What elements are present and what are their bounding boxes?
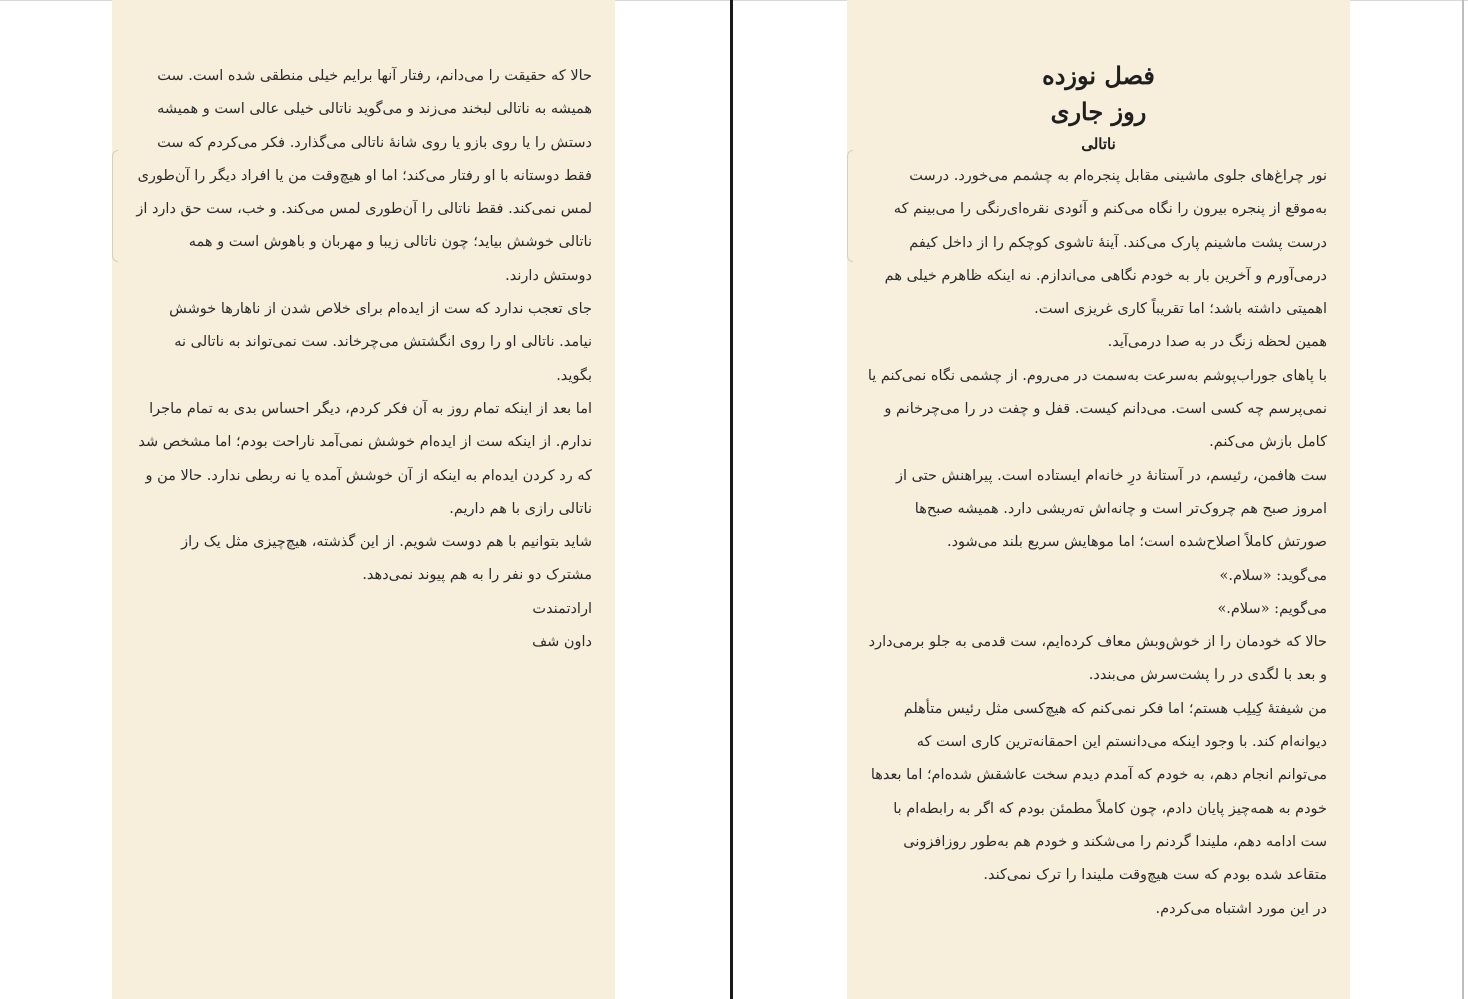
spread-divider	[730, 0, 733, 999]
right-page-text	[867, 160, 1327, 926]
left-page-text	[136, 60, 592, 659]
paragraph: جای تعجب ندارد که ست از ایده‌ام برای خلاص شدن از ناهارها خوشش نیامد. ناتالی او را روی انگشتش می‌چرخاند. ست نمی‌تواند به ناتالی نه بگوید.	[169, 301, 592, 384]
chapter-narrator: ناتالی	[1081, 135, 1116, 153]
paragraph: نور چراغ‌های جلوی ماشینی مقابل پنجره‌ام به چشمم می‌خورد. درست به‌موقع از پنجره بیرون را نگاه می‌کنم و آئودی نقره‌ای‌رنگی را می‌بینم که درست پشت ماشینم پارک می‌کند. آینهٔ تاشوی کوچکم را از داخل کیفم درمی‌آورم و آخرین بار به خودم نگاهی می‌اندازم. نه اینکه ظاهرم خیلی هم اهمیتی داشته باشد؛ اما تقریباً کاری غریزی است.	[884, 168, 1327, 318]
paragraph: می‌گوید: «سلام.»	[1219, 567, 1327, 584]
paragraph: همین لحظه زنگ در به صدا درمی‌آید.	[1107, 334, 1327, 351]
signature: داون شف	[532, 634, 592, 651]
right-page[interactable]	[847, 0, 1350, 999]
paragraph: ست هافمن، رئیسم، در آستانهٔ درِ خانه‌ام ایستاده است. پیراهنش حتی از امروز صبح هم چروک‌تر است و چانه‌اش ته‌ریشی دارد. همیشه صبح‌ها صورتش کاملاً اصلاح‌شده است؛ اما موهایش سریع بلند می‌شود.	[895, 467, 1327, 551]
paragraph: با پاهای جوراب‌پوشم به‌سرعت به‌سمت در می‌روم. از چشمی نگاه نمی‌کنم یا نمی‌پرسم چه کسی است. می‌دانم کیست. قفل و چفت در را می‌چرخانم و کامل بازش می‌کنم.	[867, 367, 1327, 451]
paragraph: می‌گویم: «سلام.»	[1217, 600, 1327, 617]
chapter-title: فصل نوزده	[1042, 61, 1155, 90]
paragraph: حالا که حقیقت را می‌دانم، رفتار آنها برایم خیلی منطقی شده است. ست همیشه به ناتالی لبخند می‌زند و می‌گوید ناتالی خیلی عالی است و همیشه دستش را یا روی بازو یا روی شانهٔ ناتالی می‌گذارد. فکر می‌کردم که ست فقط دوستانه با او رفتار می‌کند؛ اما او هیچ‌وقت من یا افراد دیگر را آن‌طوری لمس نمی‌کند. فقط ناتالی را آن‌طوری لمس می‌کند. و خب، ست حق دارد از ناتالی خوشش بیاید؛ چون ناتالی زیبا و مهربان و باهوش است و همه دوستش دارند.	[136, 68, 592, 284]
right-page-edge-tab[interactable]	[847, 150, 853, 262]
paragraph: حالا که خودمان را از خوش‌وبش معاف کرده‌ایم، ست قدمی به جلو برمی‌دارد و بعد با لگدی در را پشت‌سرش می‌بندد.	[868, 634, 1327, 684]
left-page-edge-tab[interactable]	[112, 150, 118, 262]
window-right-edge	[1462, 0, 1464, 999]
chapter-heading	[847, 58, 1350, 158]
paragraph: شاید بتوانیم با هم دوست شویم. از این گذشته، هیچ‌چیزی مثل یک راز مشترک دو نفر را به هم پیوند نمی‌دهد.	[181, 534, 592, 584]
closing: ارادتمندت	[532, 600, 592, 617]
left-page[interactable]	[112, 0, 615, 999]
paragraph: من شیفتهٔ کِیلِب هستم؛ اما فکر نمی‌کنم که هیچ‌کسی مثل رئیس متأهلم دیوانه‌ام کند. با وجود اینکه می‌دانستم این احمقانه‌ترین کاری است که می‌توانم انجام دهم، به خودم که آمدم دیدم سخت عاشقش شده‌ام؛ اما بعدها خودم به همه‌چیز پایان دادم، چون کاملاً مطمئن بودم که اگر به رابطه‌ام با ست ادامه دهم، ملیندا گردنم را می‌شکند و خودم هم به‌طور روزافزونی متقاعد شده بودم که ست هیچ‌وقت ملیندا را ترک نمی‌کند.	[870, 700, 1327, 884]
paragraph: در این مورد اشتباه می‌کردم.	[1155, 900, 1327, 917]
chapter-subtitle: روز جاری	[1050, 97, 1147, 126]
paragraph: اما بعد از اینکه تمام روز به آن فکر کردم، دیگر احساس بدی به تمام ماجرا ندارم. از اینکه ست از ایده‌ام خوشش نمی‌آمد ناراحت بودم؛ اما مشخص شد که رد کردن ایده‌ام به اینکه از آن خوشش آمده یا نه ربطی ندارد. حالا من و ناتالی رازی با هم داریم.	[138, 400, 592, 517]
